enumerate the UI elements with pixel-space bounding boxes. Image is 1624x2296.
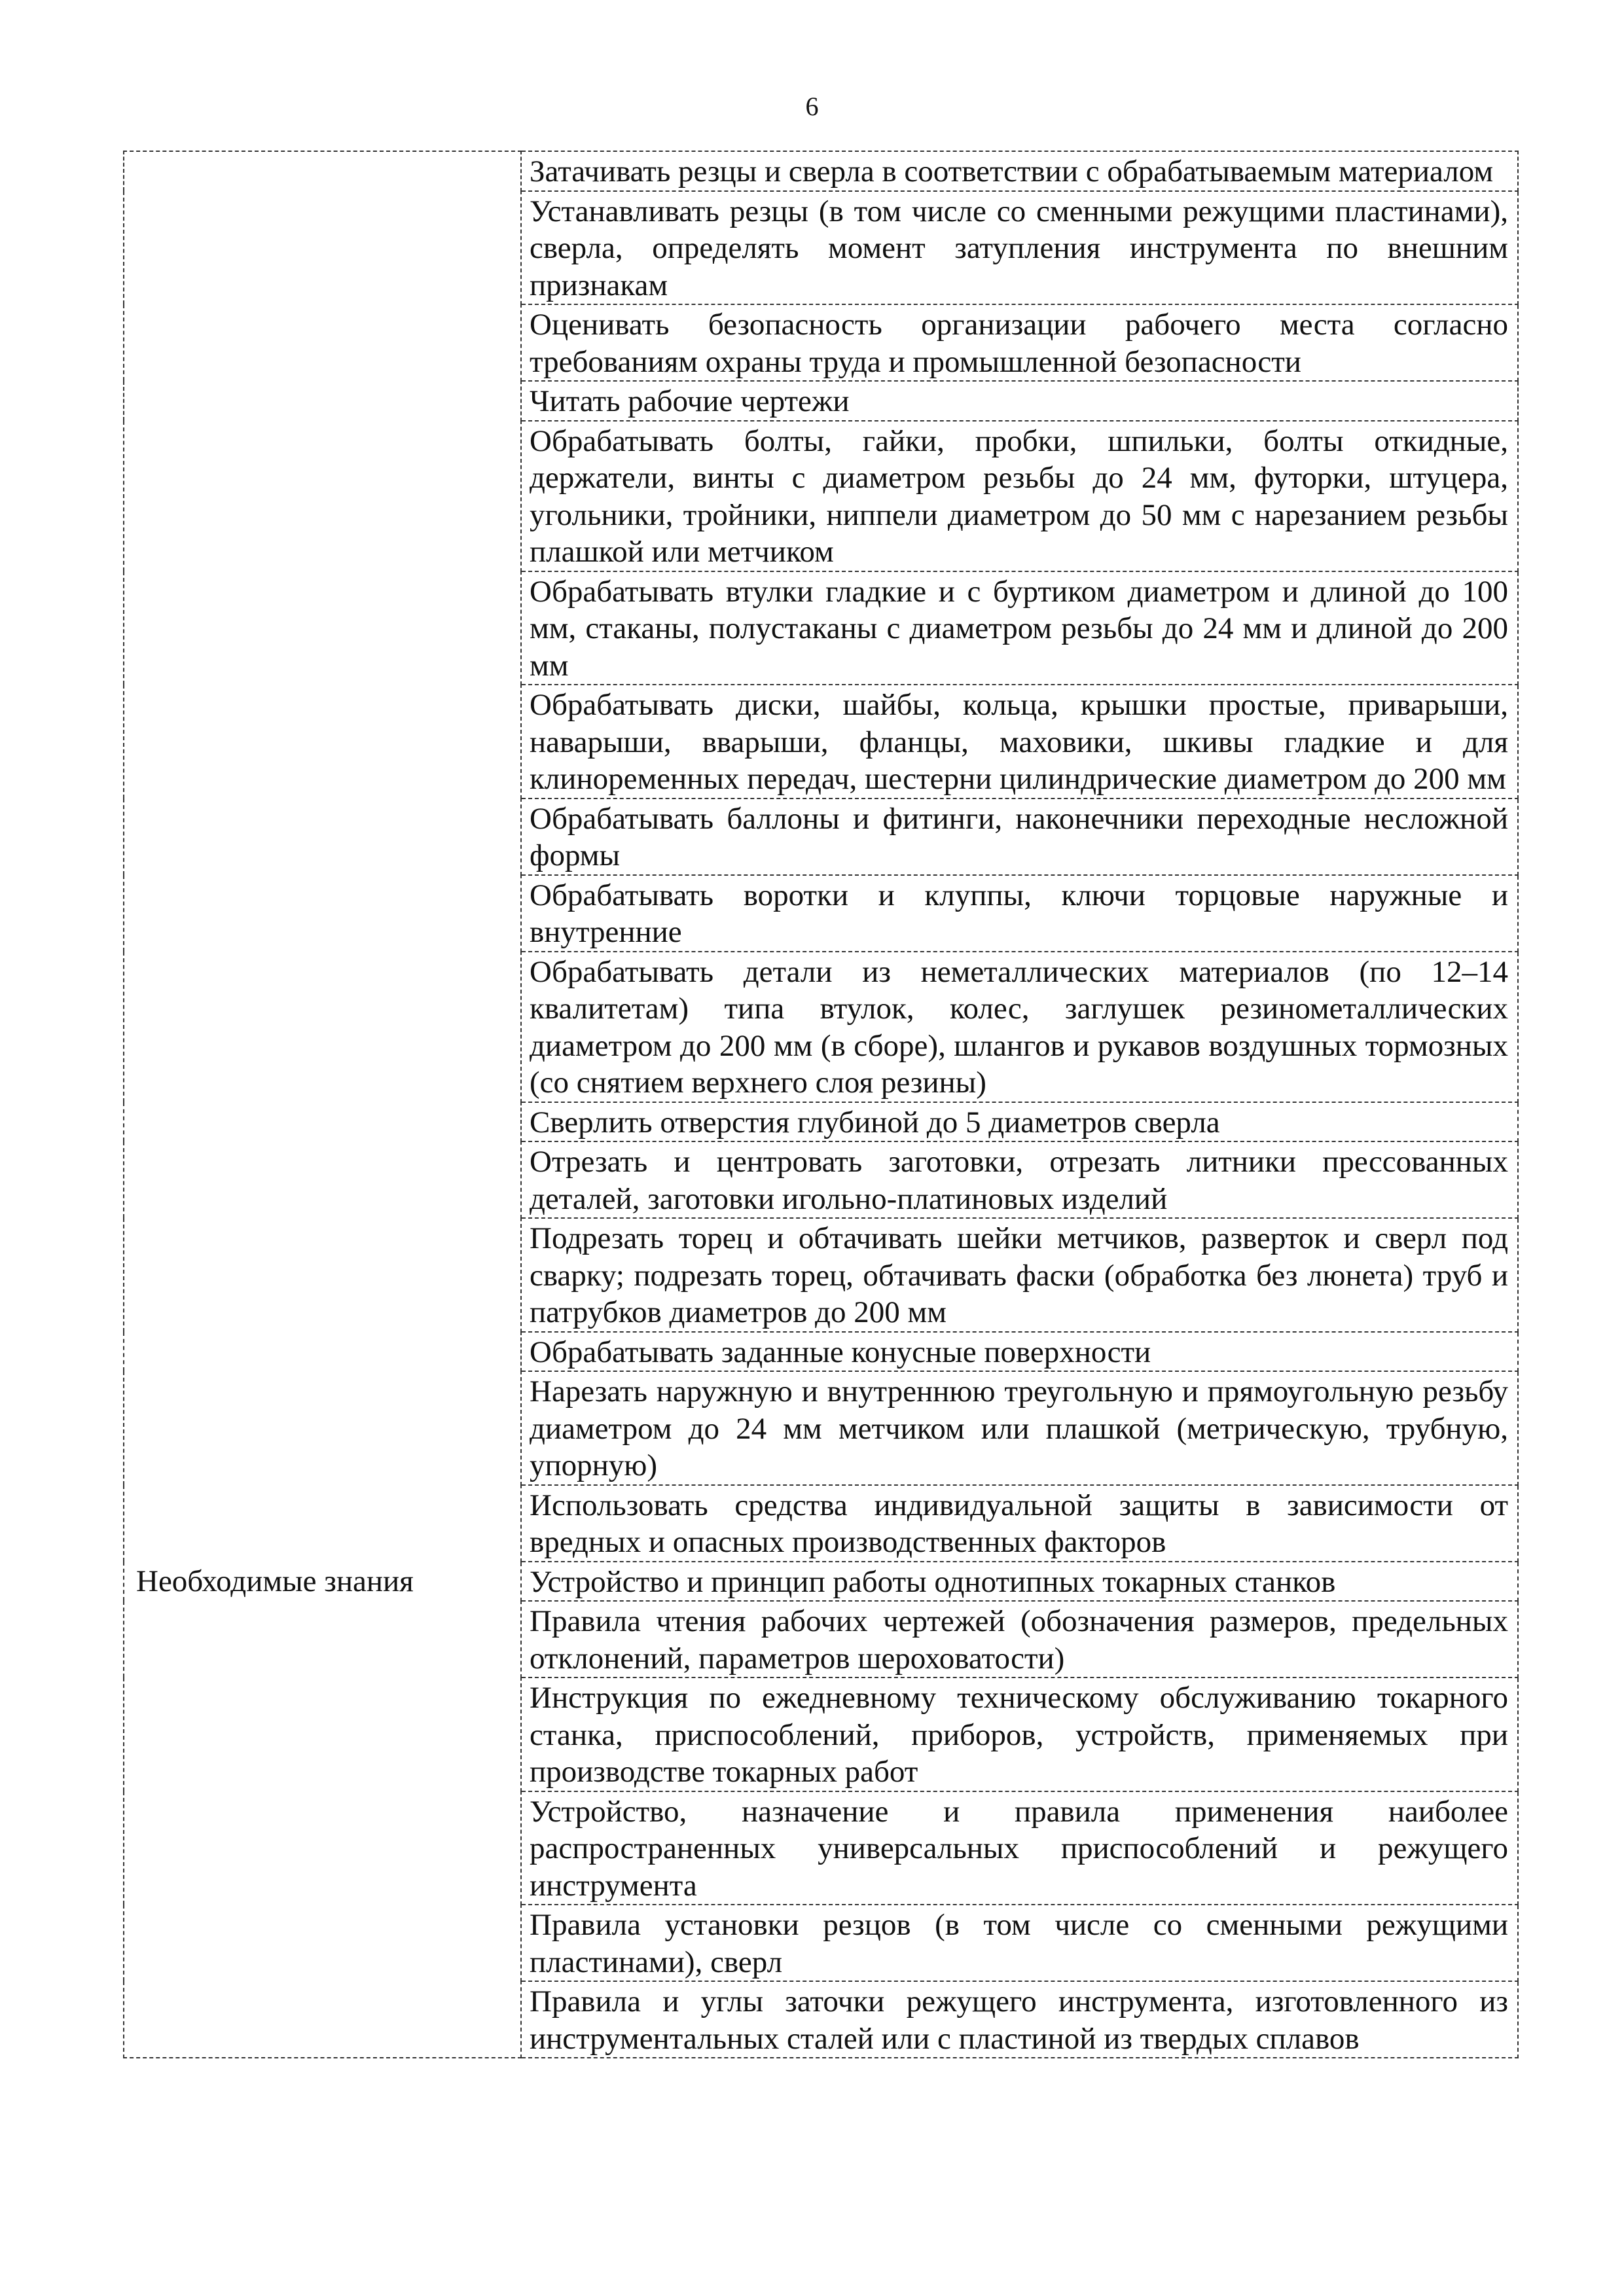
table-row <box>124 1562 1518 1602</box>
skill-item: Обрабатывать диски, шайбы, кольца, крышки простые, приварыши, наварыши, вварыши, фланцы, маховики, шкивы гладкие и для клиноременных передач, шестерни цилиндрические диаметром до 200 мм <box>521 685 1518 798</box>
skill-item: Обрабатывать втулки гладкие и с буртиком диаметром и длиной до 100 мм, стаканы, полустаканы с диаметром резьбы до 24 мм и длиной до 200 мм <box>521 571 1518 685</box>
skill-item: Обрабатывать болты, гайки, пробки, шпильки, болты откидные, держатели, винты с диаметром резьбы до 24 мм, футорки, штуцера, угольники, тройники, ниппели диаметром до 50 мм с нарезанием резьбы плашкой или метчиком <box>521 421 1518 571</box>
skill-item: Обрабатывать баллоны и фитинги, наконечники переходные несложной формы <box>521 798 1518 875</box>
skill-item: Обрабатывать воротки и клуппы, ключи торцовые наружные и внутренние <box>521 875 1518 952</box>
section-label-knowledge: Необходимые знания <box>124 1562 521 2058</box>
table-row <box>124 151 1518 191</box>
skill-item: Отрезать и центровать заготовки, отрезать литники прессованных деталей, заготовки игольно-платиновых изделий <box>521 1141 1518 1218</box>
skill-item: Нарезать наружную и внутреннюю треугольную и прямоугольную резьбу диаметром до 24 мм метчиком или плашкой (метрическую, трубную, упорную) <box>521 1371 1518 1485</box>
knowledge-item: Правила и углы заточки режущего инструмента, изготовленного из инструментальных сталей или с пластиной из твердых сплавов <box>521 1981 1518 2058</box>
knowledge-item: Устройство и принцип работы однотипных токарных станков <box>521 1562 1518 1602</box>
skill-item: Использовать средства индивидуальной защиты в зависимости от вредных и опасных производственных факторов <box>521 1485 1518 1562</box>
section-label-skills <box>124 151 521 1562</box>
skill-item: Читать рабочие чертежи <box>521 381 1518 421</box>
page-number: 6 <box>805 92 819 121</box>
skill-item: Устанавливать резцы (в том числе со сменными режущими пластинами), сверла, определять момент затупления инструмента по внешним признакам <box>521 191 1518 305</box>
knowledge-item: Инструкция по ежедневному техническому обслуживанию токарного станка, приспособлений, приборов, устройств, применяемых при производстве токарных работ <box>521 1677 1518 1791</box>
skill-item: Обрабатывать детали из неметаллических материалов (по 12–14 квалитетам) типа втулок, колес, заглушек резинометаллических диаметром до 200 мм (в сборе), шлангов и рукавов воздушных тормозных (со снятием верхнего слоя резины) <box>521 952 1518 1102</box>
knowledge-item: Правила установки резцов (в том числе со сменными режущими пластинами), сверл <box>521 1905 1518 1981</box>
skill-item: Сверлить отверстия глубиной до 5 диаметров сверла <box>521 1102 1518 1142</box>
skill-item: Затачивать резцы и сверла в соответствии с обрабатываемым материалом <box>521 151 1518 191</box>
skill-item: Подрезать торец и обтачивать шейки метчиков, разверток и сверл под сварку; подрезать торец, обтачивать фаски (обработка без люнета) труб и патрубков диаметров до 200 мм <box>521 1218 1518 1332</box>
knowledge-item: Правила чтения рабочих чертежей (обозначения размеров, предельных отклонений, параметров шероховатости) <box>521 1601 1518 1677</box>
skill-item: Обрабатывать заданные конусные поверхности <box>521 1332 1518 1372</box>
skill-item: Оценивать безопасность организации рабочего места согласно требованиям охраны труда и промышленной безопасности <box>521 304 1518 381</box>
knowledge-item: Устройство, назначение и правила применения наиболее распространенных универсальных приспособлений и режущего инструмента <box>521 1791 1518 1905</box>
requirements-table <box>123 151 1519 2058</box>
